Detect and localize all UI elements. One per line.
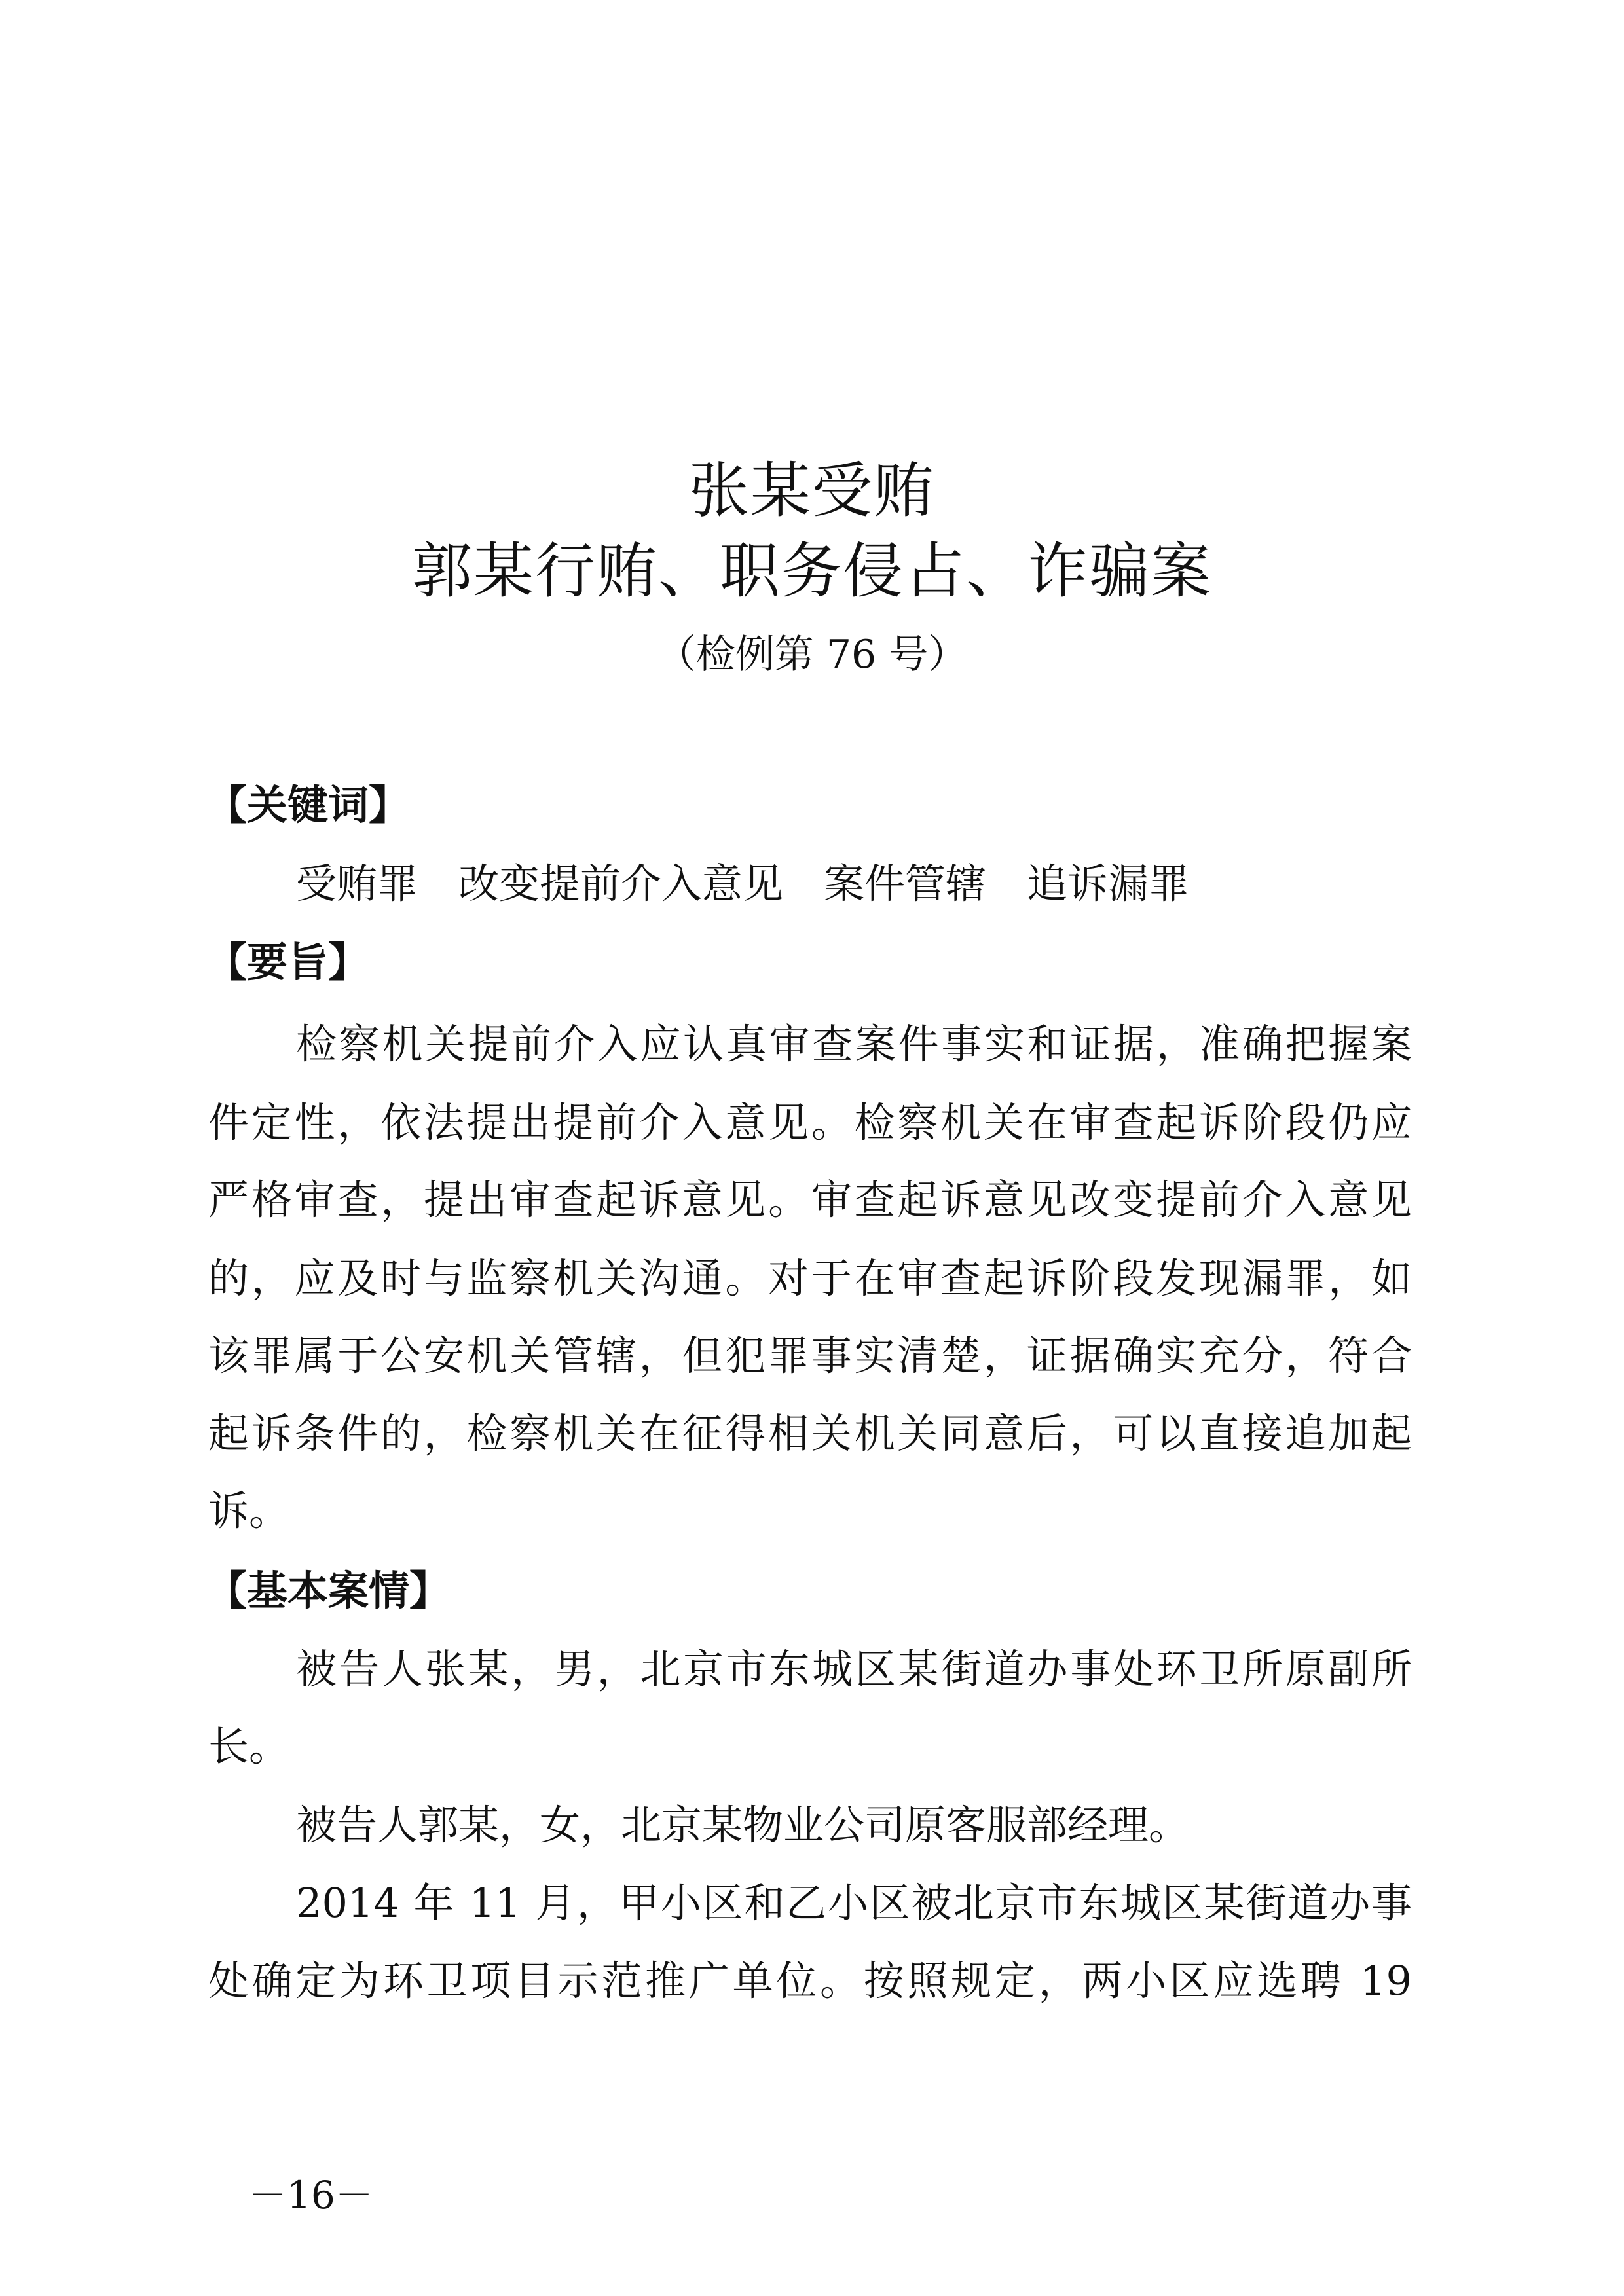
- facts-line: 被告人郭某，女，北京某物业公司原客服部经理。: [296, 1801, 1190, 1849]
- keywords-heading: 【关键词】: [206, 781, 410, 829]
- page-number: －16－: [249, 2173, 373, 2217]
- facts-line: 被告人张某，男，北京市东城区某街道办事处环卫所原副所: [296, 1645, 1412, 1693]
- gist-line: 起诉条件的，检察机关在征得相关机关同意后，可以直接追加起: [208, 1410, 1412, 1457]
- gist-line: 件定性，依法提出提前介入意见。检察机关在审查起诉阶段仍应: [208, 1099, 1412, 1146]
- gist-line: 严格审查，提出审查起诉意见。审查起诉意见改变提前介入意见: [208, 1176, 1412, 1224]
- facts-line: 长。: [208, 1722, 290, 1770]
- gist-line: 该罪属于公安机关管辖，但犯罪事实清楚，证据确实充分，符合: [208, 1332, 1412, 1379]
- gist-line: 检察机关提前介入应认真审查案件事实和证据，准确把握案: [296, 1020, 1412, 1068]
- title-line-2: 郭某行贿、职务侵占、诈骗案: [411, 536, 1212, 606]
- gist-line: 的，应及时与监察机关沟通。对于在审查起诉阶段发现漏罪，如: [208, 1254, 1412, 1302]
- facts-line: 2014 年 11 月，甲小区和乙小区被北京市东城区某街道办事: [296, 1879, 1412, 1927]
- case-number: （检例第 76 号）: [656, 632, 968, 678]
- keywords-text: 受贿罪 改变提前介入意见 案件管辖 追诉漏罪: [296, 860, 1190, 907]
- gist-line: 诉。: [208, 1487, 290, 1535]
- facts-heading: 【基本案情】: [206, 1567, 451, 1614]
- title-line-1: 张某受贿: [688, 456, 935, 526]
- gist-heading: 【要旨】: [206, 938, 369, 986]
- facts-line: 处确定为环卫项目示范推广单位。按照规定，两小区应选聘 19: [208, 1957, 1412, 2005]
